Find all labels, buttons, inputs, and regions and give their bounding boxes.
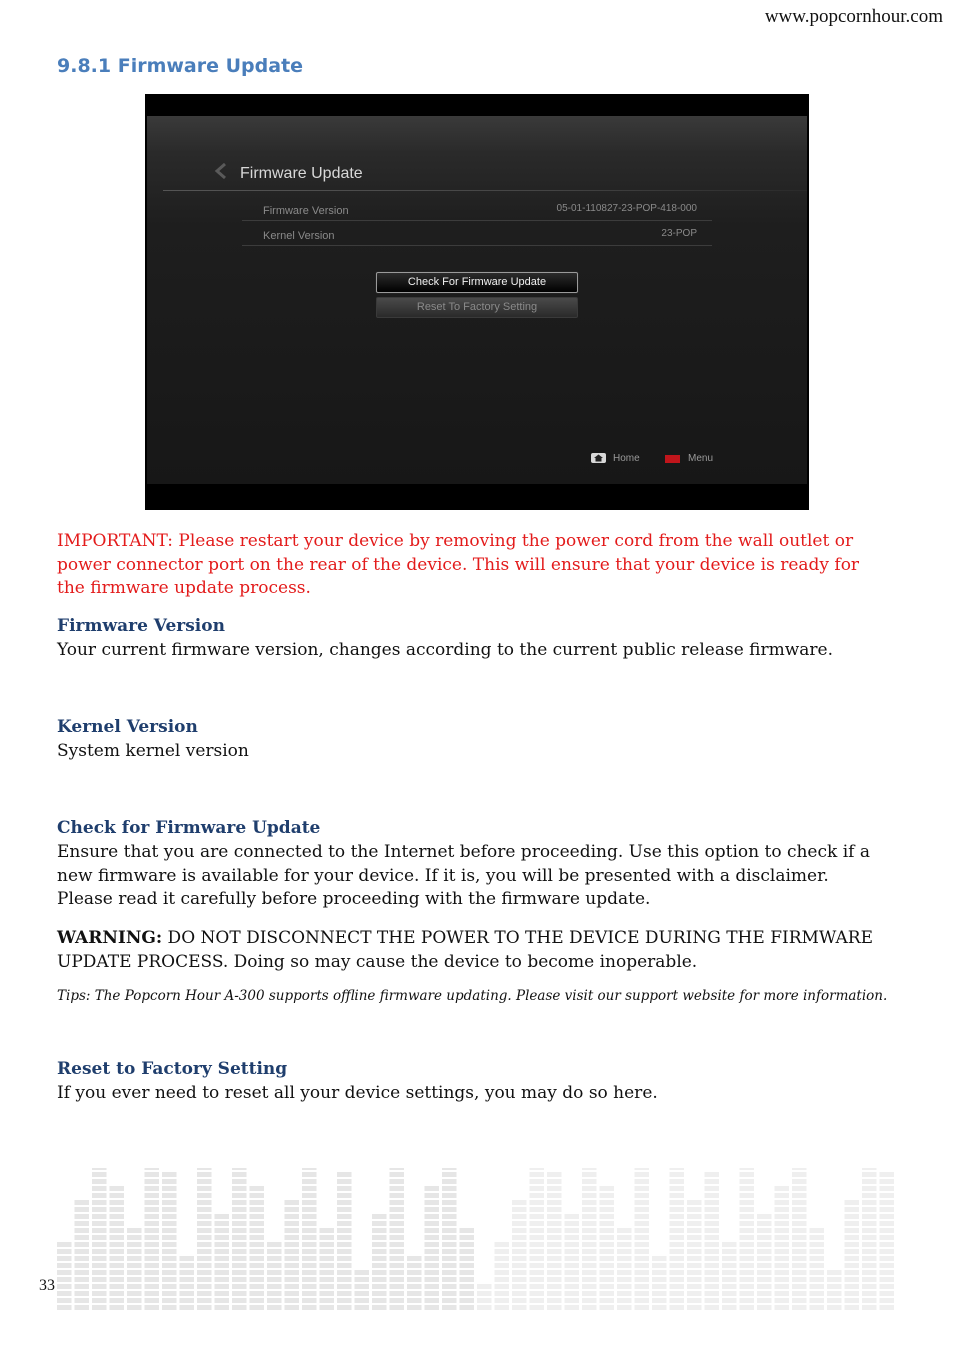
kernel-version-text: System kernel version xyxy=(57,741,249,761)
check-firmware-update-button[interactable]: Check For Firmware Update xyxy=(376,272,578,293)
website-url: www.popcornhour.com xyxy=(764,6,943,27)
section-title: 9.8.1 Firmware Update xyxy=(57,55,304,77)
equalizer-decoration xyxy=(57,1168,897,1310)
warning-label: WARNING: xyxy=(57,928,163,948)
reset-heading: Reset to Factory Setting xyxy=(57,1059,288,1079)
screen-panel xyxy=(147,116,807,484)
firmware-version-label: Firmware Version xyxy=(263,205,349,217)
header-divider xyxy=(163,190,807,191)
red-menu-key-icon xyxy=(665,455,680,463)
firmware-version-row xyxy=(242,196,712,221)
home-label: Home xyxy=(613,453,640,464)
warning-text: DO NOT DISCONNECT THE POWER TO THE DEVICE DURING THE FIRMWARE UPDATE PROCESS. Doing so may cause the device to become inoperable. xyxy=(57,928,874,972)
firmware-version-value: 05-01-110827-23-POP-418-000 xyxy=(556,203,697,214)
back-chevron-icon[interactable] xyxy=(213,163,229,179)
check-update-heading: Check for Firmware Update xyxy=(57,818,321,838)
firmware-version-text: Your current firmware version, changes according to the current public release firmware. xyxy=(57,640,834,660)
check-update-text: Ensure that you are connected to the Internet before proceeding. Use this option to check if a new firmware is available for your device. If it is, you will be presented with a disclaimer. Please read it carefully before proceeding with the firmware update. xyxy=(57,842,870,909)
warning-paragraph xyxy=(57,927,877,974)
home-icon xyxy=(591,453,606,463)
firmware-version-heading: Firmware Version xyxy=(57,616,225,636)
kernel-version-heading: Kernel Version xyxy=(57,717,198,737)
screen-title: Firmware Update xyxy=(240,165,363,182)
kernel-version-value: 23-POP xyxy=(661,228,697,239)
firmware-update-screenshot xyxy=(145,94,809,510)
tips-note: Tips: The Popcorn Hour A-300 supports offline firmware updating. Please visit our support website for more information. xyxy=(57,988,888,1004)
kernel-version-label: Kernel Version xyxy=(263,230,335,242)
important-notice: IMPORTANT: Please restart your device by removing the power cord from the wall outlet or power connector port on the rear of the device. This will ensure that your device is ready for the firmware update process. xyxy=(57,531,860,598)
menu-label: Menu xyxy=(688,453,714,464)
reset-factory-setting-button[interactable]: Reset To Factory Setting xyxy=(376,297,578,318)
page-number: 33 xyxy=(39,1277,55,1294)
kernel-version-row xyxy=(242,221,712,246)
reset-text: If you ever need to reset all your device settings, you may do so here. xyxy=(57,1083,658,1103)
